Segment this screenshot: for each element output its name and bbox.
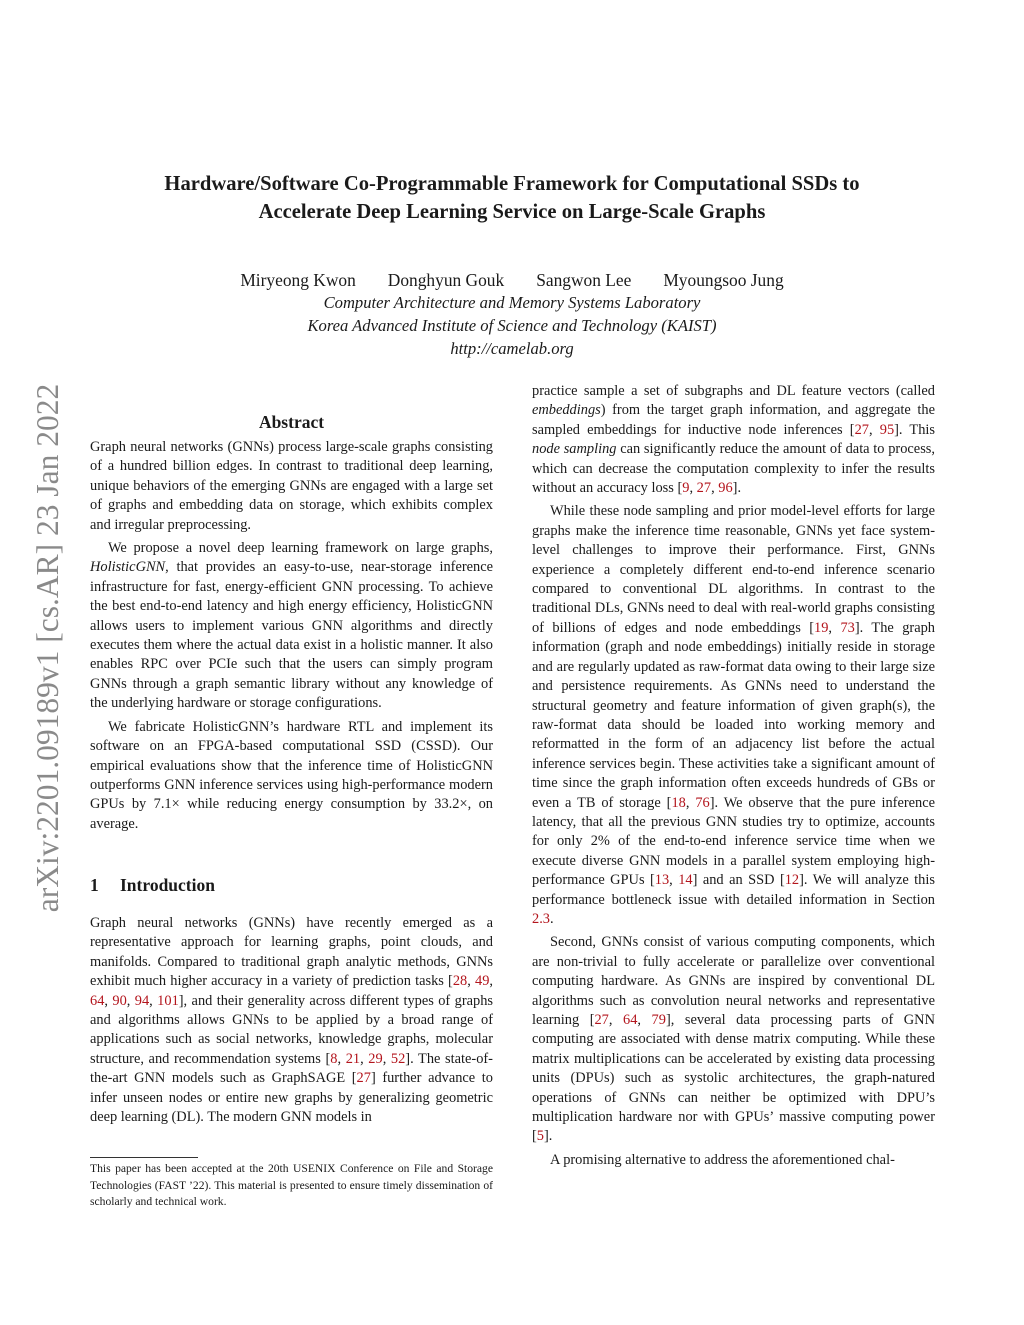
citation-link[interactable]: 95	[879, 421, 895, 438]
citation-link[interactable]: 28	[452, 973, 468, 990]
citation-link[interactable]: 52	[390, 1050, 406, 1067]
footnote-rule	[90, 1157, 198, 1158]
body-paragraph: Second, GNNs consist of various computing components, which are non-trivial to fully accelerate or parallelize over conventional computing hardware. As GNNs are inspired by conventional DL algorithms such as convolution neural networks and representative learning [27, 64, 79], several data processing parts of GNN computing are associated with dense matrix computing. While these matrix multiplications can be accelerated by existing data processing units (DPUs) such as systolic architectures, the graph-natured operations of GNNs can neither be optimized with DPU’s multiplication hardware nor with GPUs’ massive computing power [5].	[532, 934, 935, 1145]
citation-link[interactable]: 96	[718, 480, 733, 497]
author: Myoungsoo Jung	[663, 270, 784, 290]
author-list	[60, 268, 964, 292]
website-link[interactable]: http://camelab.org	[450, 339, 574, 358]
body-paragraph: While these node sampling and prior model-level efforts for large graphs make the inference time reasonable, GNNs yet face system-level challenges to improve their performance. First, GNNs experience a completely different end-to-end inference scenario compared to conventional DL algorithms. In contrast to the traditional DLs, GNNs need to deal with real-world graphs consisting of billions of edges and node embeddings [19, 73]. The graph information (graph and node embeddings) initially reside in storage and are regularly updated as raw-format data owing to their large size and persistence requirements. As GNNs need to understand the structural geometry and feature information of given graph(s), the raw-format data should be loaded into working memory and reformatted in the form of an adjacency list before the actual inference services begin. These activities take a significant amount of time since the graph information often exceeds hundreds of GBs or even a TB of storage [18, 76]. We observe that the pure inference latency, that all the previous GNN studies try to optimize, accounts for only 2% of the end-to-end inference service time when we execute diverse GNN models in a parallel system employing high-performance GPUs [13, 14] and an SSD [12]. We will analyze this performance bottleneck issue with detailed information in Section 2.3.	[532, 503, 935, 927]
abstract-body	[90, 438, 493, 834]
section-heading: 1 Introduction	[90, 875, 215, 895]
section-link[interactable]: 2.3	[532, 910, 550, 927]
author: Miryeong Kwon	[240, 270, 356, 290]
body-paragraph: practice sample a set of subgraphs and DL feature vectors (called embeddings) from the target graph information, and aggregate the sampled embeddings for inductive node inferences [27, 95]. This node sampling can significantly reduce the amount of data to process, which can decrease the computation complexity to infer the results without an accuracy loss [9, 27, 96].	[532, 383, 936, 497]
citation-link[interactable]: 101	[157, 992, 179, 1009]
author: Donghyun Gouk	[387, 270, 505, 290]
citation-link[interactable]: 76	[695, 794, 710, 811]
citation-link[interactable]: 8	[330, 1050, 338, 1067]
footnote: This paper has been accepted at the 20th USENIX Conference on File and Storage Technologies (FAST ’22). This material is presented to ensure timely dissemination of scholarly and technical work.	[90, 1162, 493, 1209]
citation-link[interactable]: 12	[784, 872, 800, 889]
abstract-paragraph: We propose a novel deep learning framework on large graphs, HolisticGNN, that provides an easy-to-use, near-storage inference infrastructure for fast, energy-efficient GNN processing. To achieve the best end-to-end latency and high energy efficiency, HolisticGNN allows users to implement various GNN algorithms and directly executes them where the actual data exist in a holistic manner. It also enables RPC over PCIe such that the users can simply program GNNs through a graph semantic library without any knowledge of the underlying hardware or storage configurations.	[90, 540, 493, 712]
abstract-paragraph: We fabricate HolisticGNN’s hardware RTL and implement its software on an FPGA-based computational SSD (CSSD). Our empirical evaluations show that the inference time of HolisticGNN outperforms GNN inference services using high-performance modern GPUs by 7.1× while reducing energy consumption by 33.2×, on average.	[90, 718, 493, 832]
intro-paragraph: Graph neural networks (GNNs) have recently emerged as a representative approach for learning graphs, point clouds, and manifolds. Compared to traditional graph analytic methods, GNNs exhibit much higher accuracy in a variety of prediction tasks [28, 49, 64, 90, 94, 101], and their generality across different types of graphs and algorithms allows GNNs to be applied by a broad range of applications such as social networks, knowledge graphs, molecular structure, and recommendation systems [8, 21, 29, 52]. The state-of-the-art GNN models such as GraphSAGE [27] further advance to infer unseen nodes or entire new graphs by generalizing geometric deep learning (DL). The modern GNN models in	[90, 915, 493, 1126]
introduction-body	[90, 914, 493, 1127]
citation-link[interactable]: 18	[671, 794, 686, 811]
citation-link[interactable]: 14	[678, 872, 693, 889]
citation-link[interactable]: 49	[475, 973, 490, 990]
affiliation-institute: Korea Advanced Institute of Science and Technology (KAIST)	[307, 316, 717, 335]
affiliation-lab: Computer Architecture and Memory Systems Laboratory	[323, 293, 701, 312]
citation-link[interactable]: 19	[814, 619, 829, 636]
citation-link[interactable]: 27	[696, 480, 712, 497]
author: Sangwon Lee	[536, 270, 632, 290]
body-paragraph: A promising alternative to address the aforementioned chal-	[550, 1151, 895, 1168]
citation-link[interactable]: 29	[368, 1050, 383, 1067]
citation-link[interactable]: 94	[134, 992, 150, 1009]
citation-link[interactable]: 64	[623, 1012, 638, 1028]
paper-title: Hardware/Software Co-Programmable Framework for Computational SSDs to Accelerate Deep Learning Service on Large-Scale Graphs	[164, 173, 860, 223]
citation-link[interactable]: 73	[840, 619, 855, 636]
right-column-body	[532, 382, 935, 1170]
abstract-heading: Abstract	[258, 412, 325, 432]
citation-link[interactable]: 79	[651, 1012, 666, 1028]
citation-link[interactable]: 9	[682, 480, 690, 497]
citation-link[interactable]: 27	[356, 1070, 371, 1087]
citation-link[interactable]: 27	[854, 421, 869, 438]
citation-link[interactable]: 90	[112, 992, 127, 1009]
citation-link[interactable]: 27	[594, 1012, 609, 1028]
citation-link[interactable]: 21	[345, 1050, 361, 1067]
abstract-paragraph: Graph neural networks (GNNs) process large-scale graphs consisting of a hundred billion edges. In contrast to traditional deep learning, unique behaviors of the emerging GNNs are engaged with a large set of graphs and embedding data on storage, which exhibits complex and irregular preprocessing.	[90, 439, 493, 533]
citation-link[interactable]: 5	[536, 1128, 544, 1145]
citation-link[interactable]: 13	[654, 872, 670, 889]
citation-link[interactable]: 64	[90, 992, 105, 1009]
arxiv-identifier: arXiv:2201.09189v1 [cs.AR] 23 Jan 2022	[30, 383, 65, 913]
